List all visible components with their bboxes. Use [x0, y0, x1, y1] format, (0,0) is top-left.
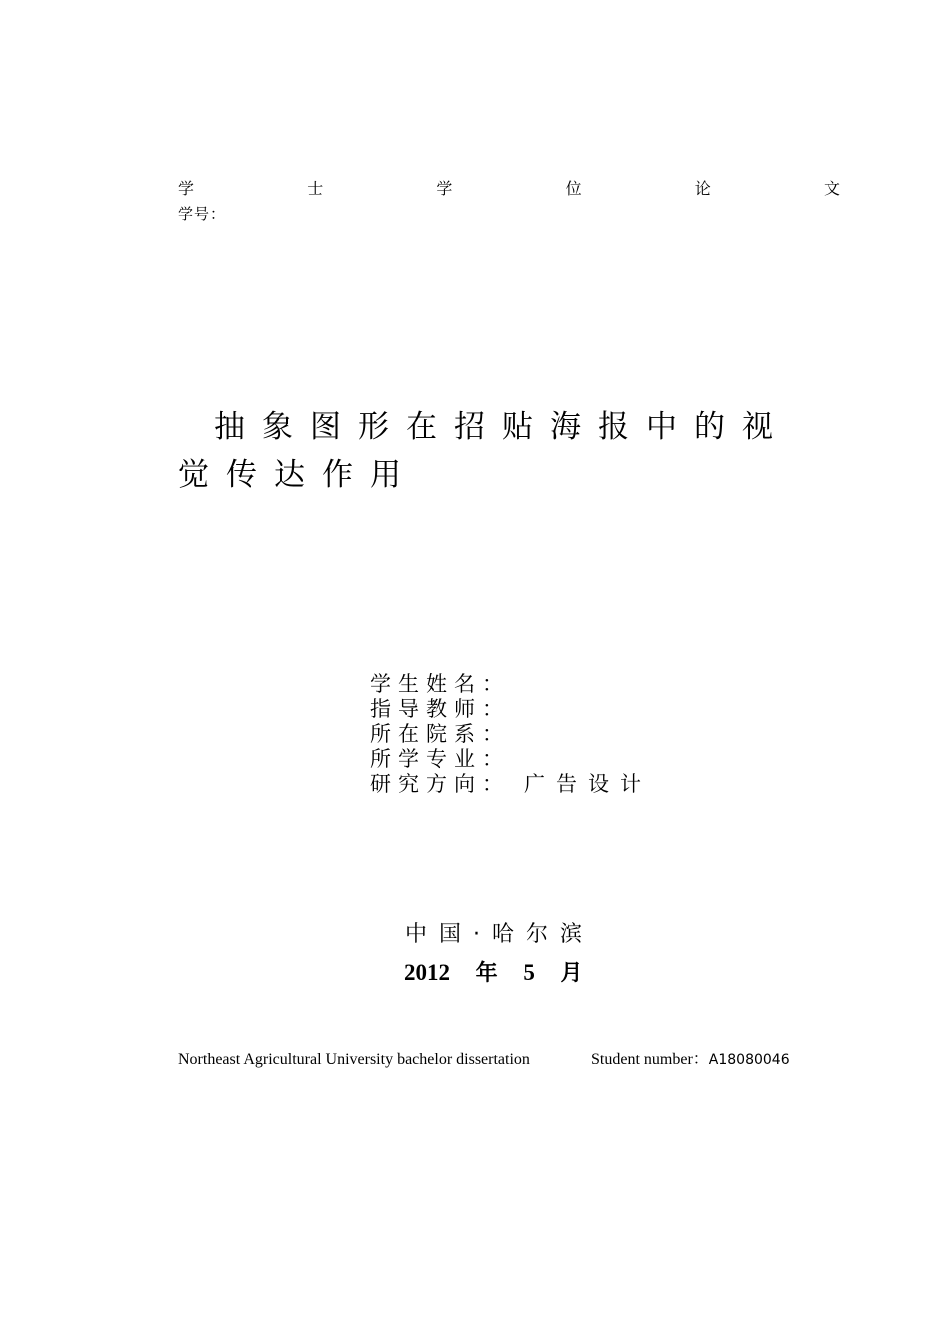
- info-row-major: [370, 747, 652, 772]
- info-row-department: [370, 722, 652, 747]
- month-unit: 月: [560, 961, 583, 986]
- english-student-number: [591, 1049, 790, 1071]
- degree-char: 学: [178, 179, 195, 198]
- year-value: 2012: [404, 960, 450, 985]
- thesis-title-line-2: 觉传达作用: [178, 457, 418, 493]
- year-unit: 年: [475, 961, 498, 986]
- month-value: 5: [523, 960, 535, 985]
- degree-heading: [178, 178, 840, 200]
- date-line: [404, 958, 583, 989]
- student-number-label: 学号：: [178, 205, 227, 223]
- info-label: 研究方向：: [370, 772, 510, 796]
- degree-char: 论: [694, 179, 711, 198]
- info-row-research-direction: [370, 772, 652, 797]
- degree-char: 士: [307, 179, 324, 198]
- degree-char: 文: [823, 179, 840, 198]
- thesis-title-line-1: 抽象图形在招贴海报中的视: [214, 409, 790, 445]
- info-label: 指导教师：: [370, 697, 510, 721]
- info-row-advisor: [370, 697, 652, 722]
- english-dissertation-line: Northeast Agricultural University bachelor dissertation: [178, 1051, 530, 1068]
- degree-char: 学: [436, 179, 453, 198]
- english-student-number-value: A18080046: [708, 1052, 790, 1068]
- info-label: 所学专业：: [370, 747, 510, 771]
- thesis-title: [178, 403, 842, 499]
- student-info-block: [370, 672, 652, 797]
- info-label: 学生姓名：: [370, 672, 510, 696]
- english-student-number-label: Student number：: [591, 1051, 709, 1068]
- place-line: 中国·哈尔滨: [405, 922, 594, 947]
- info-value: 广告设计: [524, 772, 652, 796]
- degree-char: 位: [565, 179, 582, 198]
- info-row-student-name: [370, 672, 652, 697]
- info-label: 所在院系：: [370, 722, 510, 746]
